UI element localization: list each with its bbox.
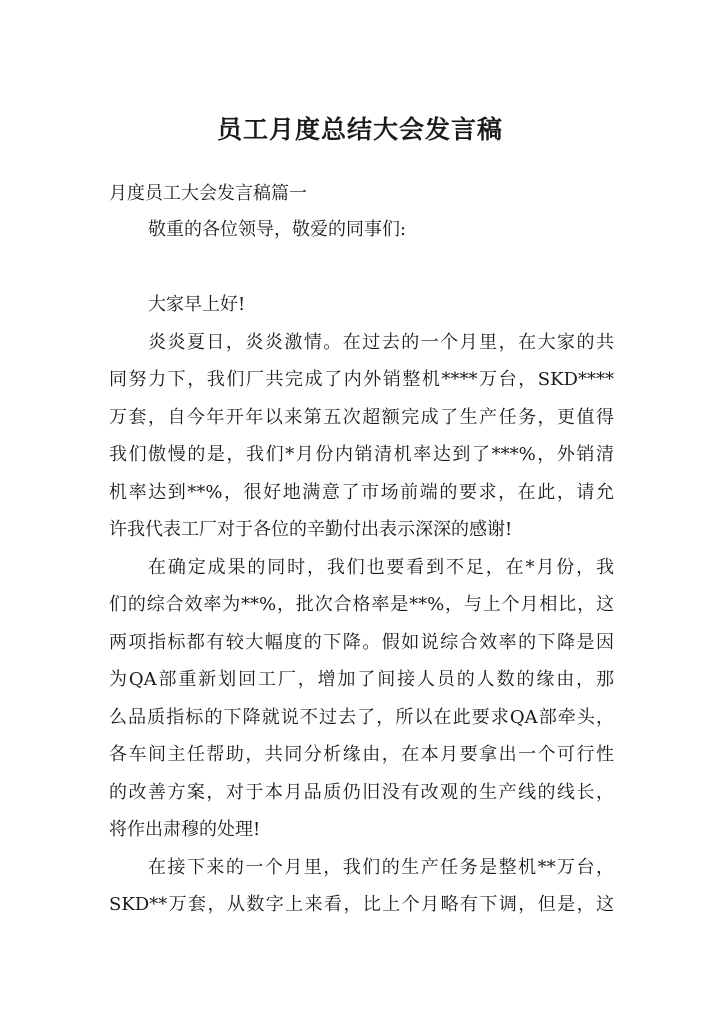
paragraph-line: 两项指标都有较大幅度的下降。假如说综合效率的下降是因 <box>109 632 614 653</box>
paragraph-line: 炎炎夏日，炎炎激情。在过去的一个月里，在大家的共 <box>148 332 614 353</box>
paragraph-line: SKD**万套，从数字上来看，比上个月略有下调，但是，这 <box>109 894 614 915</box>
paragraph-line: 各车间主任帮助，共同分析缘由，在本月要拿出一个可行性 <box>109 744 614 765</box>
paragraph-line: 在确定成果的同时，我们也要看到不足，在*月份，我 <box>148 557 614 578</box>
section-heading: 月度员工大会发言稿篇一 <box>109 183 307 204</box>
paragraph-line: 我们傲慢的是，我们*月份内销清机率达到了***%，外销清 <box>109 444 614 465</box>
paragraph-line: 许我代表工厂对于各位的辛勤付出表示深深的感谢! <box>109 519 513 540</box>
greeting: 大家早上好! <box>148 294 246 315</box>
paragraph-line: 为QA部重新划回工厂，增加了间接人员的人数的缘由，那 <box>109 669 614 690</box>
paragraph-line: 的改善方案，对于本月品质仍旧没有改观的生产线的线长， <box>109 782 614 803</box>
paragraph-line: 机率达到**%，很好地满意了市场前端的要求，在此，请允 <box>109 482 614 503</box>
paragraph-line: 万套，自今年开年以来第五次超额完成了生产任务，更值得 <box>109 407 614 428</box>
paragraph-line: 同努力下，我们厂共完成了内外销整机****万台，SKD**** <box>109 369 614 390</box>
paragraph-line: 么品质指标的下降就说不过去了，所以在此要求QA部牵头， <box>109 707 614 728</box>
paragraph-line: 们的综合效率为**%，批次合格率是**%，与上个月相比，这 <box>109 594 614 615</box>
document-title: 员工月度总结大会发言稿 <box>216 115 503 144</box>
paragraph-line: 在接下来的一个月里，我们的生产任务是整机**万台， <box>148 857 614 878</box>
salutation: 敬重的各位领导，敬爱的同事们: <box>148 219 407 240</box>
paragraph-line: 将作出肃穆的处理! <box>109 819 261 840</box>
